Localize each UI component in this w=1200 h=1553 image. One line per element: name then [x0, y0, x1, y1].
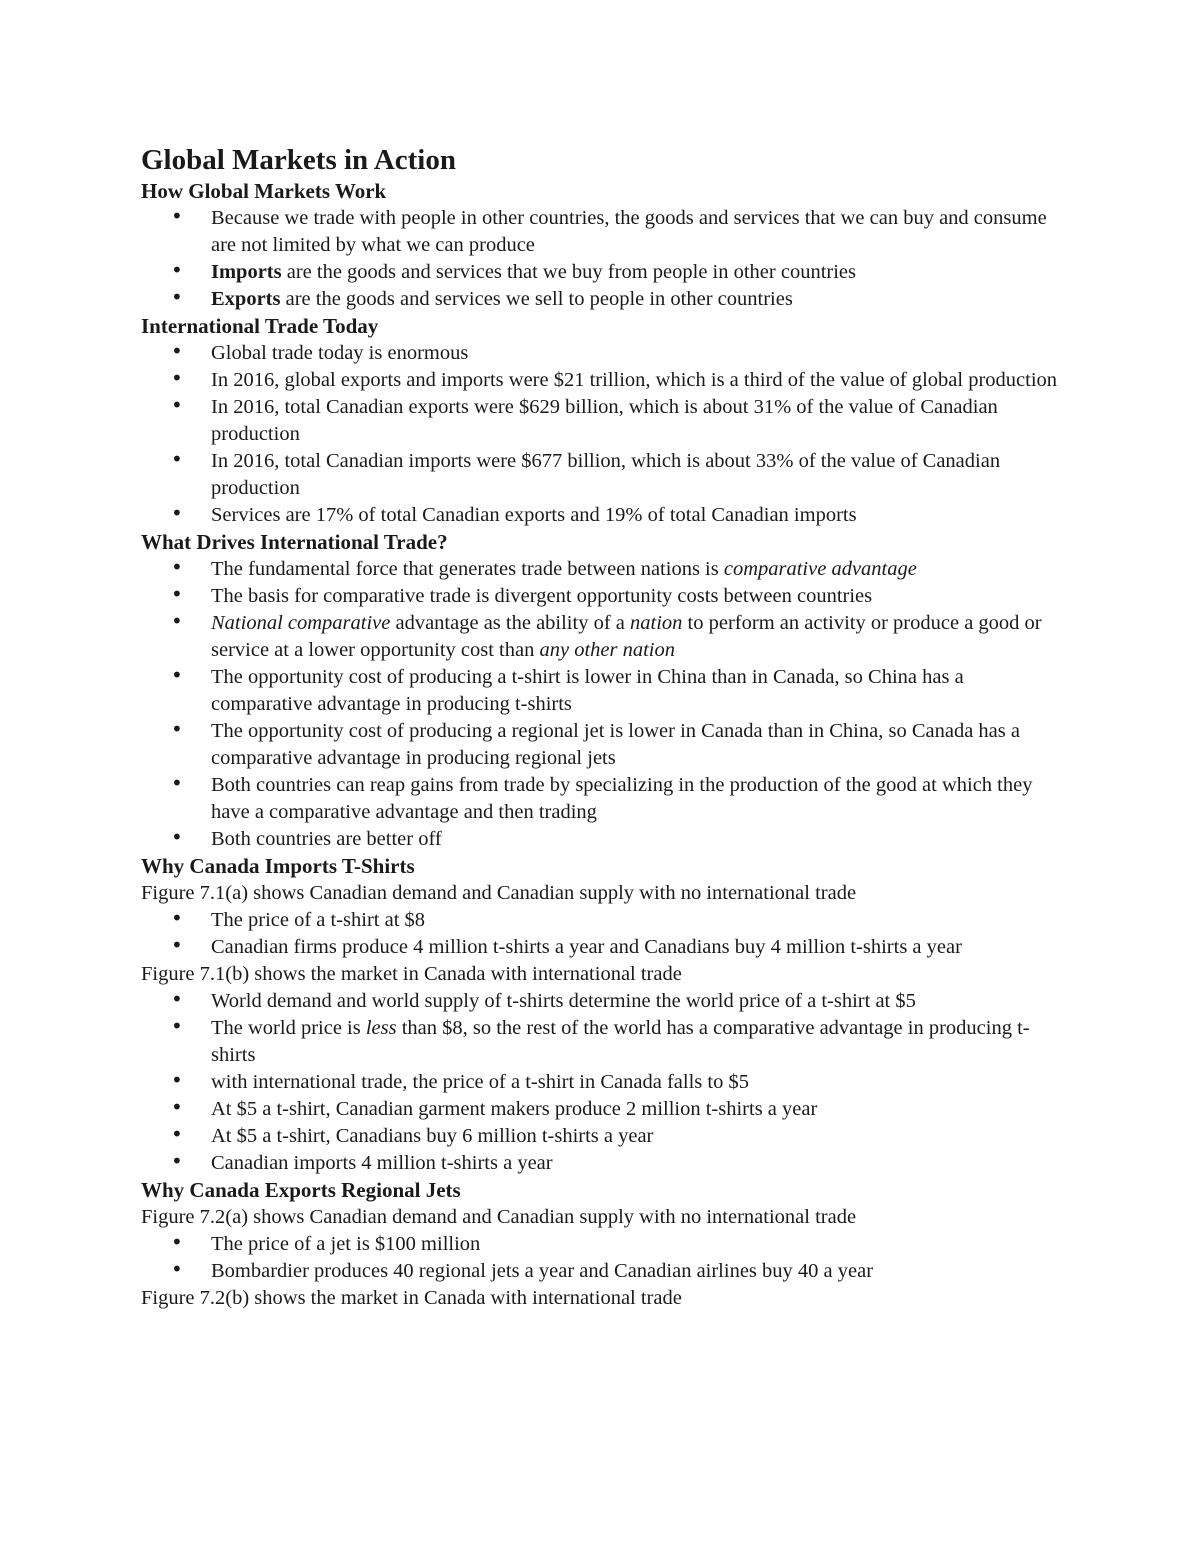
- list-item-text: Both countries are better off: [211, 828, 442, 850]
- list-item-text: Canadian imports 4 million t-shirts a year: [211, 1152, 553, 1174]
- list-item: [141, 1123, 1061, 1150]
- list-item-text: In 2016, total Canadian exports were $629 billion, which is about 31% of the value of Canadian production: [211, 396, 998, 445]
- list-item-text: Bombardier produces 40 regional jets a year and Canadian airlines buy 40 a year: [211, 1260, 874, 1282]
- list-item-text: At $5 a t-shirt, Canadians buy 6 million t-shirts a year: [211, 1125, 654, 1147]
- list-item: [141, 205, 1061, 259]
- list-item: [141, 1069, 1061, 1096]
- list-item: [141, 448, 1061, 502]
- list-item: [141, 907, 1061, 934]
- list-item: [141, 718, 1061, 772]
- section-heading-how-global-markets-work: How Global Markets Work: [141, 179, 387, 203]
- list-item: [141, 1150, 1061, 1177]
- list-item-text: In 2016, global exports and imports were $21 trillion, which is a third of the value of global production: [211, 369, 1058, 391]
- list-item-text: to perform an activity or produce a good or service at a lower opportunity cost than: [211, 612, 1042, 661]
- list-item-text: The price of a t-shirt at $8: [211, 909, 426, 931]
- list-item: [141, 286, 1061, 313]
- bullet-list-figure-7-1a: [141, 907, 1061, 961]
- list-item: [141, 934, 1061, 961]
- paragraph-figure-7-1a: Figure 7.1(a) shows Canadian demand and Canadian supply with no international trade: [141, 882, 857, 904]
- list-item-text: Canadian firms produce 4 million t-shirts a year and Canadians buy 4 million t-shirts a year: [211, 936, 962, 958]
- list-item: [141, 1258, 1061, 1285]
- list-item: [141, 826, 1061, 853]
- list-item: [141, 772, 1061, 826]
- list-item-text: are the goods and services that we buy from people in other countries: [281, 261, 856, 283]
- paragraph-figure-7-2a: Figure 7.2(a) shows Canadian demand and Canadian supply with no international trade: [141, 1206, 857, 1228]
- list-item-text: The world price is: [211, 1017, 366, 1039]
- list-item-text: with international trade, the price of a t-shirt in Canada falls to $5: [211, 1071, 749, 1093]
- italic-term: less: [365, 1017, 397, 1039]
- section-heading-why-canada-imports-t-shirts: Why Canada Imports T-Shirts: [141, 854, 415, 878]
- italic-term: nation: [630, 612, 683, 634]
- list-item: [141, 1015, 1061, 1069]
- list-item: [141, 259, 1061, 286]
- list-item-text: than $8, so the rest of the world has a comparative advantage in producing t-shirts: [211, 1017, 1030, 1066]
- section-heading-why-canada-exports-regional-jets: Why Canada Exports Regional Jets: [141, 1178, 461, 1202]
- document-page: [141, 142, 1061, 1312]
- italic-term: National comparative: [211, 612, 391, 634]
- list-item-text: The opportunity cost of producing a t-shirt is lower in China than in Canada, so China has a comparative advantage in producing t-shirts: [211, 666, 964, 715]
- paragraph-figure-7-2b: Figure 7.2(b) shows the market in Canada with international trade: [141, 1287, 682, 1309]
- list-item-text: advantage as the ability of a: [390, 612, 631, 634]
- list-item: [141, 556, 1061, 583]
- section-heading-international-trade-today: International Trade Today: [141, 314, 379, 338]
- bullet-list-figure-7-1b: [141, 988, 1061, 1177]
- bullet-list-international-trade-today: [141, 340, 1061, 529]
- list-item: [141, 1096, 1061, 1123]
- section-heading-what-drives-international-trade: What Drives International Trade?: [141, 530, 448, 554]
- list-item: [141, 988, 1061, 1015]
- list-item-text: The opportunity cost of producing a regional jet is lower in Canada than in China, so Canada has a comparative advantage in producing regional jets: [211, 720, 1020, 769]
- bullet-list-figure-7-2a: [141, 1231, 1061, 1285]
- list-item-text: Services are 17% of total Canadian exports and 19% of total Canadian imports: [211, 504, 857, 526]
- list-item: [141, 664, 1061, 718]
- list-item-text: are the goods and services we sell to people in other countries: [280, 288, 793, 310]
- list-item: [141, 367, 1061, 394]
- italic-term: any other nation: [539, 639, 675, 661]
- list-item-text: At $5 a t-shirt, Canadian garment makers produce 2 million t-shirts a year: [211, 1098, 818, 1120]
- term-exports: Exports: [211, 288, 281, 310]
- bullet-list-what-drives-international-trade: [141, 556, 1061, 853]
- term-imports: Imports: [211, 261, 282, 283]
- bullet-list-how-global-markets-work: [141, 205, 1061, 313]
- list-item-text: The basis for comparative trade is divergent opportunity costs between countries: [211, 585, 873, 607]
- list-item-text: Because we trade with people in other countries, the goods and services that we can buy and consume are not limited by what we can produce: [211, 207, 1047, 256]
- list-item-text: World demand and world supply of t-shirts determine the world price of a t-shirt at $5: [211, 990, 916, 1012]
- italic-term: comparative advantage: [723, 558, 917, 580]
- list-item-text: Global trade today is enormous: [211, 342, 469, 364]
- list-item: [141, 502, 1061, 529]
- list-item-text: Both countries can reap gains from trade by specializing in the production of the good at which they have a comparative advantage and then trading: [211, 774, 1033, 823]
- paragraph-figure-7-1b: Figure 7.1(b) shows the market in Canada with international trade: [141, 963, 682, 985]
- list-item: [141, 610, 1061, 664]
- document-title: Global Markets in Action: [141, 144, 456, 176]
- list-item-text: In 2016, total Canadian imports were $677 billion, which is about 33% of the value of Canadian production: [211, 450, 1001, 499]
- list-item: [141, 1231, 1061, 1258]
- list-item-text: The price of a jet is $100 million: [211, 1233, 481, 1255]
- list-item: [141, 340, 1061, 367]
- list-item: [141, 583, 1061, 610]
- list-item: [141, 394, 1061, 448]
- list-item-text: The fundamental force that generates trade between nations is: [211, 558, 724, 580]
